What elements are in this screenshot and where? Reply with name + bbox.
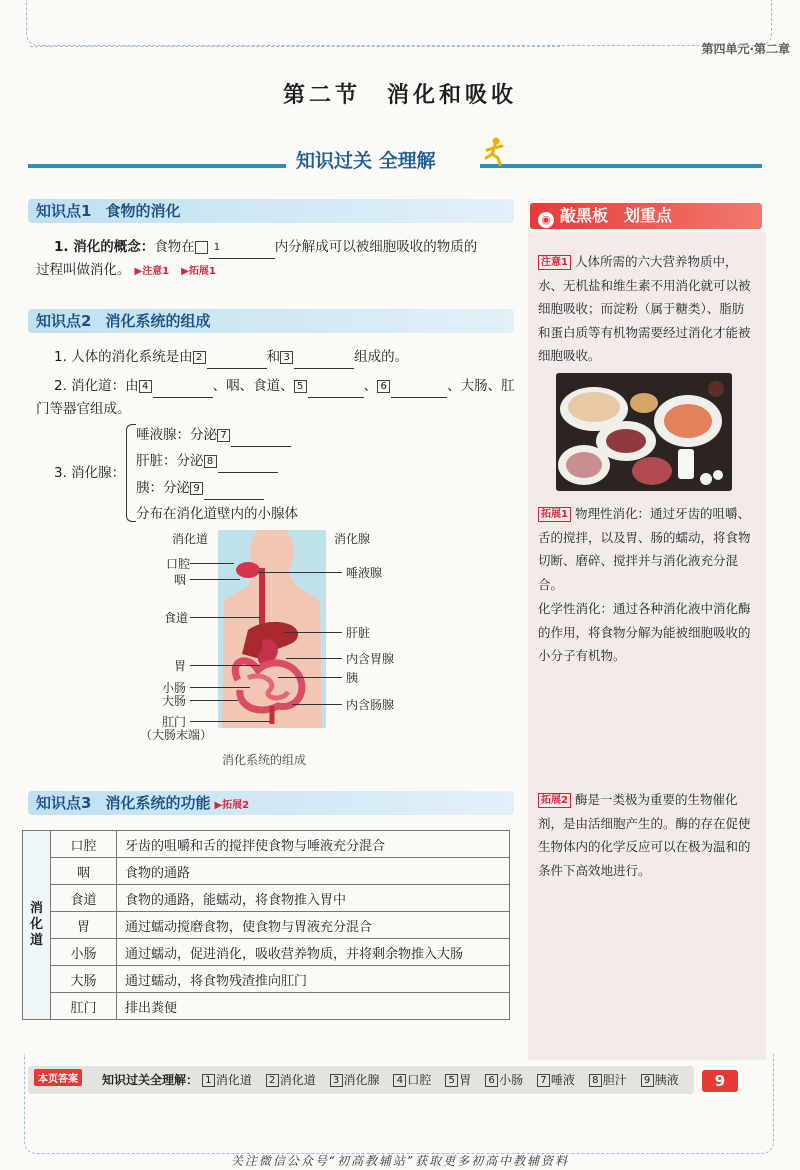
answers-label: 知识过关全理解： — [102, 1073, 199, 1087]
kp2-line2b: 门等器官组成。 — [36, 401, 131, 417]
answer-item — [393, 1073, 431, 1087]
label-liver: 肝脏 — [346, 626, 371, 640]
answer-box: 8 — [204, 455, 217, 468]
answer-text: 胰液 — [654, 1073, 679, 1087]
kp2-line2 — [54, 375, 534, 398]
ext-text: 物理性消化：通过牙齿的咀嚼、舌的搅拌，以及胃、肠的蠕动，将食物切断、磨碎、搅拌并与消化液充分混合。 — [538, 506, 751, 592]
organ-cell: 小肠 — [51, 939, 117, 966]
function-cell: 通过蠕动，将食物残渣推向肛门 — [117, 966, 510, 993]
answer-item — [641, 1073, 679, 1087]
kp3-title: 消化系统的功能 — [105, 794, 211, 812]
sidebar-title: 敲黑板 划重点 — [560, 206, 673, 225]
sidebar-header — [530, 203, 762, 229]
blank — [207, 368, 267, 369]
blank — [204, 499, 264, 500]
answer-item — [266, 1073, 316, 1087]
digestive-organs-illustration — [218, 530, 326, 728]
answer-num-box: 7 — [537, 1074, 550, 1087]
kp2-text: 1. 人体的消化系统是由 — [54, 349, 193, 365]
answer-bar — [28, 1066, 694, 1094]
leader-line — [278, 677, 342, 678]
runner-icon — [482, 136, 508, 166]
answer-text: 消化道 — [215, 1073, 252, 1087]
gland-text: 唾液腺：分泌 — [136, 427, 217, 443]
function-cell: 牙齿的咀嚼和舌的搅拌使食物与唾液充分混合 — [117, 831, 510, 858]
food-photo — [556, 373, 732, 491]
label-pharynx: 咽 — [174, 573, 187, 587]
kp2-text: 2. 消化道：由 — [54, 378, 139, 394]
page-number: 9 — [702, 1070, 738, 1092]
function-cell: 通过蠕动搅磨食物，使食物与胃液充分混合 — [117, 912, 510, 939]
section-title: 第二节 消化和吸收 — [282, 82, 517, 108]
answer-num-box: 4 — [393, 1074, 406, 1087]
answer-num-box: 1 — [202, 1074, 215, 1087]
kp1-label: 1. 消化的概念： — [54, 239, 155, 255]
kp1-text-a: 食物在 — [154, 239, 195, 255]
organ-cell: 胃 — [51, 912, 117, 939]
note-text: 人体所需的六大营养物质中，水、无机盐和维生素不用消化就可以被细胞吸收；而淀粉（属于糖类）、脂肪和蛋白质等有机物需要经过消化才能被细胞吸收。 — [538, 254, 751, 363]
answer-box: 3 — [280, 351, 293, 364]
banner-line-left — [28, 164, 286, 168]
answer-item — [537, 1073, 575, 1087]
organ-cell: 肛门 — [51, 993, 117, 1020]
note-tag[interactable]: ▶注意1 — [134, 266, 170, 277]
food-illustration — [556, 373, 732, 491]
ext-1b: 化学性消化：通过各种消化液中消化酶的作用，将食物分解为能被细胞吸收的小分子有机物。 — [538, 601, 751, 663]
gland-text: 肝脏：分泌 — [136, 453, 204, 469]
table-row — [23, 858, 510, 885]
kp3-header — [28, 791, 514, 815]
ext-text: 酶是一类极为重要的生物催化剂，是由活细胞产生的。酶的存在促使生物体内的化学反应可以在极为温和的条件下高效地进行。 — [538, 792, 751, 878]
organ-cell: 大肠 — [51, 966, 117, 993]
table-row — [23, 912, 510, 939]
function-cell: 食物的通路 — [117, 858, 510, 885]
leader-line — [190, 579, 240, 580]
answer-text: 胆汁 — [602, 1073, 627, 1087]
answer-text: 唾液 — [550, 1073, 575, 1087]
answer-box: 1 — [195, 241, 208, 254]
leader-line — [190, 563, 234, 564]
answer-box: 5 — [294, 380, 307, 393]
answer-text: 小肠 — [499, 1073, 524, 1087]
answer-item — [485, 1073, 523, 1087]
answer-num-box: 2 — [266, 1074, 279, 1087]
diagram-caption: 消化系统的组成 — [222, 753, 307, 767]
answer-num-box: 5 — [445, 1074, 458, 1087]
ext-tag: 拓展1 — [538, 507, 571, 522]
chapter-label: 第四单元·第二章 — [701, 42, 790, 56]
leader-line — [286, 658, 342, 659]
answer-item — [202, 1073, 252, 1087]
answer-text: 消化腺 — [343, 1073, 380, 1087]
banner-line-right — [480, 164, 762, 168]
leader-line — [258, 572, 342, 573]
answer-item — [330, 1073, 380, 1087]
ext-1 — [538, 502, 756, 596]
ext-2 — [538, 788, 756, 882]
brace — [126, 424, 136, 522]
label-esophagus: 食道 — [164, 611, 189, 625]
footer-note: 关注微信公众号“初高教辅站”获取更多初高中教辅资料 — [230, 1154, 570, 1168]
digestive-diagram — [218, 530, 326, 728]
kp1-paragraph — [36, 236, 516, 259]
leader-line — [190, 617, 260, 618]
label-stomach: 胃 — [174, 659, 187, 673]
kp2-title: 消化系统的组成 — [105, 312, 211, 330]
answer-box: 2 — [193, 351, 206, 364]
kp2-line1 — [54, 346, 534, 369]
leader-line — [190, 687, 250, 688]
top-frame — [26, 0, 772, 46]
label-intestinal-gland: 内含肠腺 — [346, 698, 395, 712]
ext-tag[interactable]: ▶拓展1 — [181, 266, 216, 277]
answer-box: 4 — [139, 380, 152, 393]
table-row — [23, 885, 510, 912]
answer-item — [589, 1073, 627, 1087]
answer-text: 消化道 — [279, 1073, 316, 1087]
label-small-intestine: 小肠 — [162, 681, 187, 695]
answer-num-box: 8 — [589, 1074, 602, 1087]
kp1-text-c: 过程叫做消化。 — [36, 262, 131, 278]
kp1-text-b: 内分解成可以被细胞吸收的物质的 — [274, 239, 478, 255]
answer-text: 胃 — [459, 1073, 472, 1087]
function-cell: 排出粪便 — [117, 993, 510, 1020]
answer-box: 6 — [377, 380, 390, 393]
label-large-intestine: 大肠 — [162, 694, 187, 708]
leader-line — [190, 665, 260, 666]
gland-4: 分布在消化道壁内的小腺体 — [136, 506, 298, 522]
function-cell: 通过蠕动，促进消化，吸收营养物质，并将剩余物推入大肠 — [117, 939, 510, 966]
table-row — [23, 993, 510, 1020]
alarm-icon: ◉ — [538, 212, 554, 228]
chapter-divider — [30, 46, 560, 47]
blank — [218, 472, 278, 473]
leader-line — [190, 721, 270, 722]
organ-cell: 咽 — [51, 858, 117, 885]
blank — [294, 368, 354, 369]
leader-line — [284, 632, 342, 633]
kp2-text: 、大肠、肛 — [447, 378, 515, 394]
gland-label: 3. 消化腺： — [54, 465, 126, 481]
answer-num-box: 6 — [485, 1074, 498, 1087]
label-gastric-gland: 内含胃腺 — [346, 652, 395, 666]
organ-cell: 口腔 — [51, 831, 117, 858]
function-cell: 食物的通路，能蠕动，将食物推入胃中 — [117, 885, 510, 912]
label-pancreas: 胰 — [346, 671, 359, 685]
table-row — [23, 966, 510, 993]
answers-tag: 本页答案 — [34, 1069, 82, 1086]
leader-line — [292, 704, 342, 705]
gland-2 — [136, 450, 336, 473]
answer-text: 口腔 — [407, 1073, 432, 1087]
label-anus-note: （大肠末端） — [140, 728, 213, 742]
note-tag: 注意1 — [538, 255, 571, 270]
kp2-text: 、 — [363, 378, 378, 394]
table-row — [23, 831, 510, 858]
leader-line — [190, 700, 238, 701]
note-1 — [538, 250, 756, 368]
kp2-number: 知识点2 — [36, 312, 92, 330]
kp2-text: 组成的。 — [354, 349, 409, 365]
kp1-title: 食物的消化 — [105, 202, 181, 220]
answer-box: 9 — [190, 482, 203, 495]
blank — [231, 446, 291, 447]
kp2-text: 、咽、食道、 — [212, 378, 294, 394]
ext-tag: 拓展2 — [538, 793, 571, 808]
kp2-text: 和 — [266, 349, 281, 365]
gland-1 — [136, 424, 336, 447]
answer-num-box: 9 — [641, 1074, 654, 1087]
answer-item — [445, 1073, 471, 1087]
diagram-head-right: 消化腺 — [334, 532, 371, 546]
organ-cell: 食道 — [51, 885, 117, 912]
table-side-label — [23, 831, 51, 1020]
kp3-number: 知识点3 — [36, 794, 92, 812]
banner-title: 知识过关 全理解 — [296, 150, 436, 172]
answer-box: 7 — [217, 429, 230, 442]
kp1-paragraph-2 — [36, 259, 516, 283]
kp1-number: 知识点1 — [36, 202, 92, 220]
label-salivary-gland: 唾液腺 — [346, 566, 383, 580]
table-row — [23, 939, 510, 966]
gland-text: 胰：分泌 — [136, 480, 190, 496]
kp1-header — [28, 199, 514, 223]
answer-num-box: 3 — [330, 1074, 343, 1087]
gland-3 — [136, 477, 336, 500]
side-label-text: 消化道 — [29, 901, 43, 948]
kp2-header — [28, 309, 514, 333]
label-mouth: 口腔 — [166, 557, 191, 571]
diagram-head-left: 消化道 — [172, 532, 209, 546]
label-anus: 肛门 — [162, 715, 187, 729]
ext-tag[interactable]: ▶拓展2 — [214, 800, 250, 811]
function-table — [22, 830, 510, 1020]
